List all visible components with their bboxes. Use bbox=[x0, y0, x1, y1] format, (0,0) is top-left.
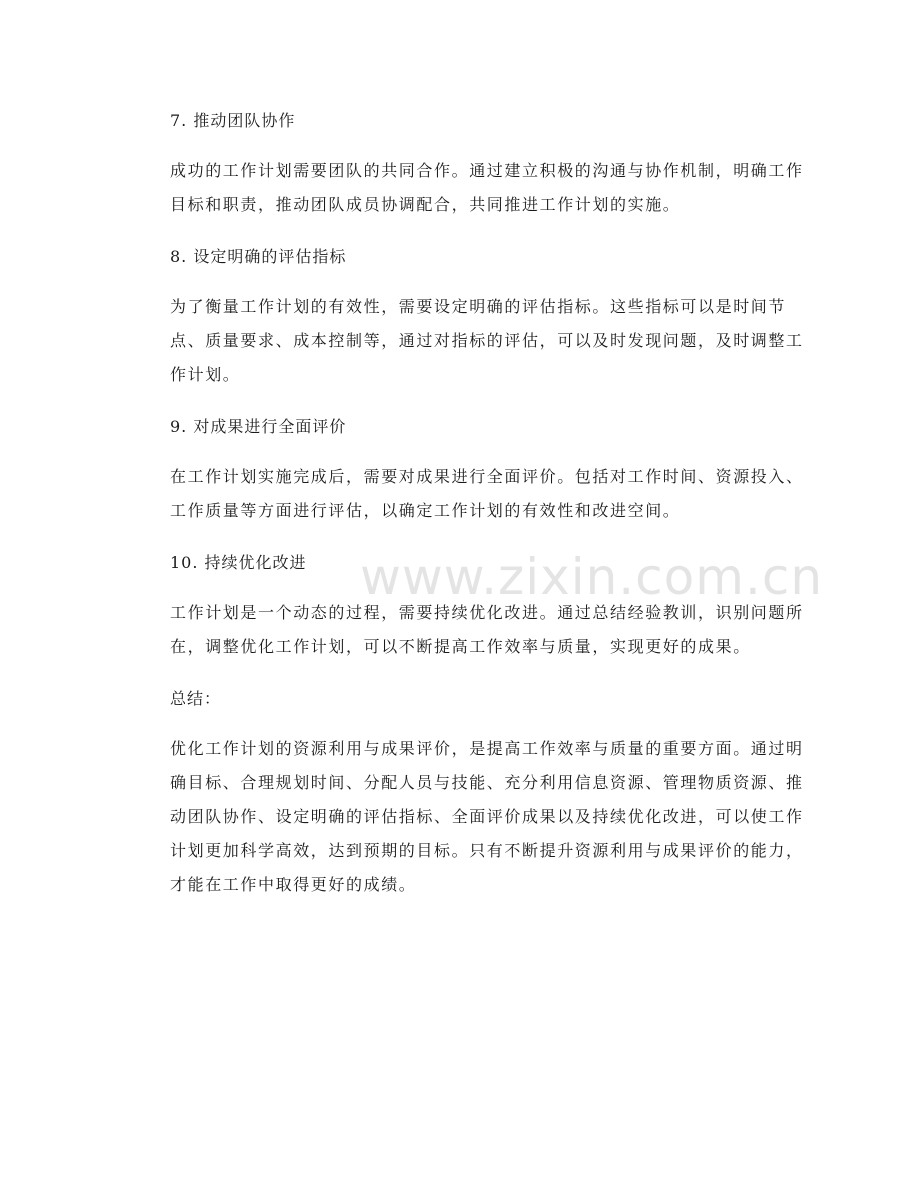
section-8-paragraph: 为了衡量工作计划的有效性，需要设定明确的评估指标。这些指标可以是时间节点、质量要求、成本控制等，通过对指标的评估，可以及时发现问题，及时调整工作计划。 bbox=[170, 297, 804, 384]
section-7-paragraph: 成功的工作计划需要团队的共同合作。通过建立积极的沟通与协作机制，明确工作目标和职责，推动团队成员协调配合，共同推进工作计划的实施。 bbox=[170, 161, 804, 214]
section-10-heading: 10. 持续优化改进 bbox=[170, 553, 307, 572]
summary-heading: 总结： bbox=[170, 689, 222, 708]
summary-paragraph: 优化工作计划的资源利用与成果评价，是提高工作效率与质量的重要方面。通过明确目标、合理规划时间、分配人员与技能、充分利用信息资源、管理物质资源、推动团队协作、设定明确的评估指标、全面评价成果以及持续优化改进，可以使工作计划更加科学高效，达到预期的目标。只有不断提升资源利用与成果评价的能力，才能在工作中取得更好的成绩。 bbox=[170, 739, 804, 894]
watermark: www.zixin.com.cn bbox=[360, 548, 824, 606]
section-7-heading: 7. 推动团队协作 bbox=[170, 111, 296, 130]
section-8-heading: 8. 设定明确的评估指标 bbox=[170, 247, 347, 266]
section-10-paragraph: 工作计划是一个动态的过程，需要持续优化改进。通过总结经验教训，识别问题所在，调整优化工作计划，可以不断提高工作效率与质量，实现更好的成果。 bbox=[170, 603, 804, 656]
section-9-heading: 9. 对成果进行全面评价 bbox=[170, 417, 347, 436]
section-9-paragraph: 在工作计划实施完成后，需要对成果进行全面评价。包括对工作时间、资源投入、工作质量等方面进行评估，以确定工作计划的有效性和改进空间。 bbox=[170, 467, 804, 520]
